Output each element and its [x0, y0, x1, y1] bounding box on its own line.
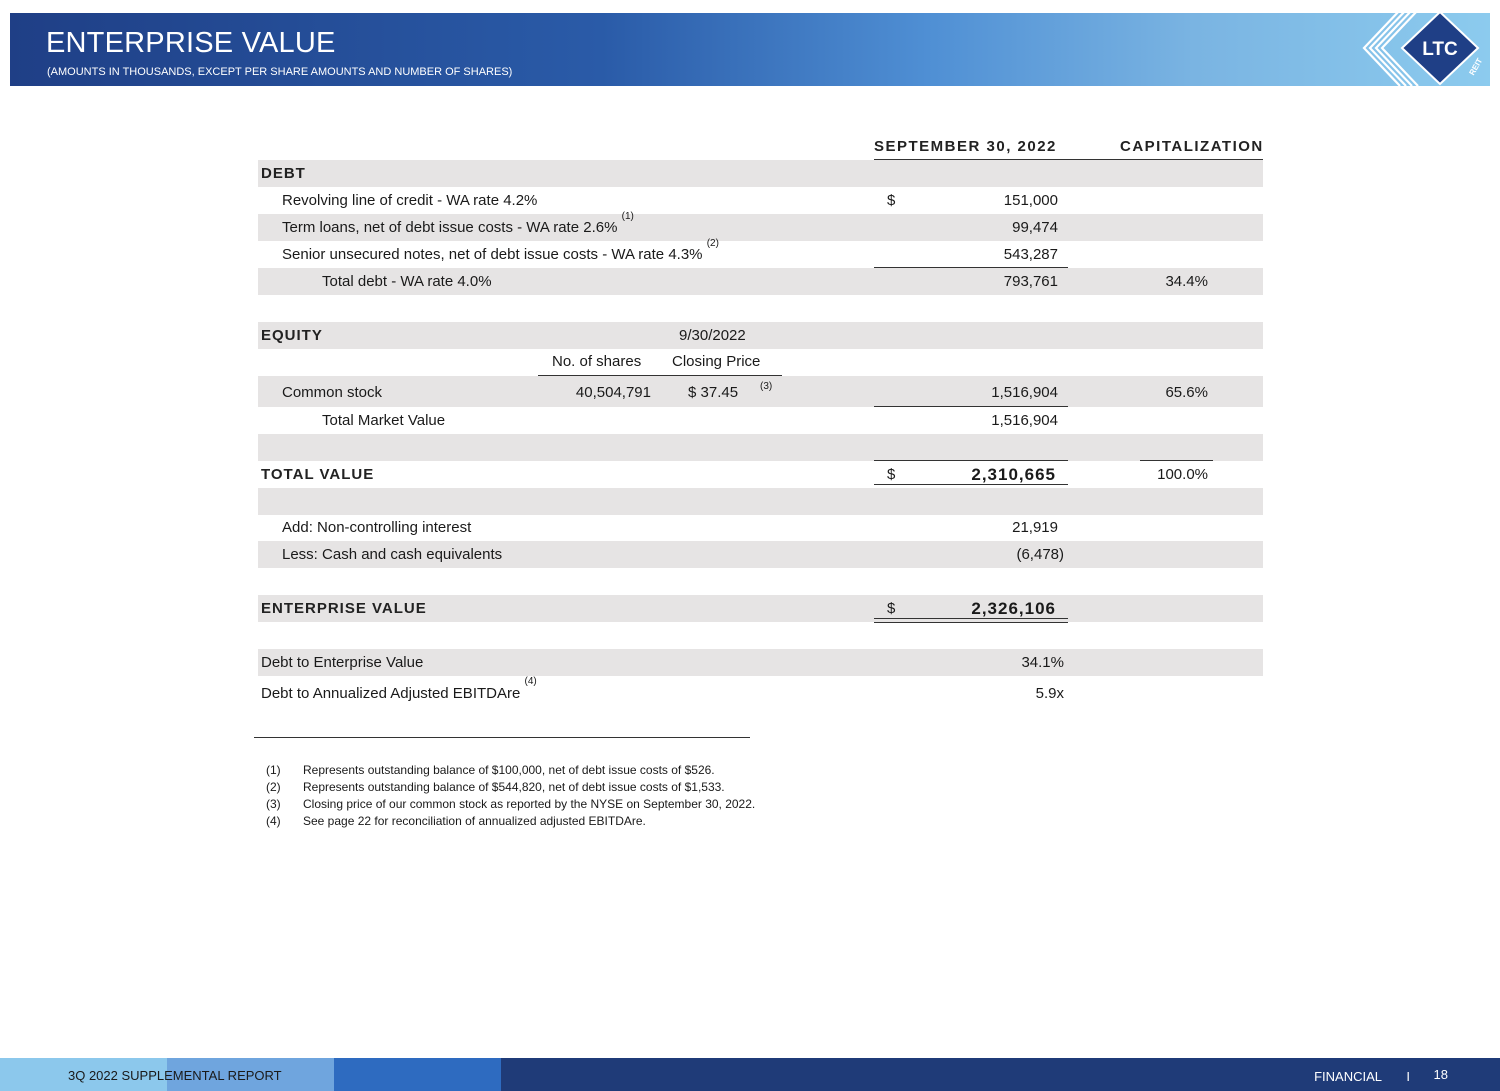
row-amount: 1,516,904: [991, 384, 1058, 401]
row-label: Less: Cash and cash equivalents: [282, 546, 503, 563]
equity-date: 9/30/2022: [679, 327, 746, 344]
row-label: TOTAL VALUE: [261, 466, 375, 483]
row-amount: 21,919: [1012, 519, 1058, 536]
row-label: Add: Non-controlling interest: [282, 519, 472, 536]
dollar-sign: $: [887, 600, 896, 617]
row-label: Total debt - WA rate 4.0%: [322, 273, 492, 290]
page-title: ENTERPRISE VALUE: [46, 27, 336, 59]
footnote-ref: (4): [524, 676, 537, 687]
logo-sub: REIT: [1467, 56, 1485, 77]
dollar-sign: $: [887, 466, 896, 483]
table-row-equity-heading: [258, 322, 1263, 349]
table-row-less-cash: [258, 541, 1263, 568]
ltc-reit-logo: [1360, 8, 1488, 88]
table-row-common-stock: [258, 376, 1263, 407]
row-capitalization: 100.0%: [1157, 466, 1208, 483]
table-row-term-loans: [258, 211, 1263, 241]
table-row-total-market-value: [258, 407, 1263, 434]
footnote-ref: (1): [621, 211, 634, 222]
header-banner: [10, 13, 1490, 86]
row-label: ENTERPRISE VALUE: [261, 600, 427, 617]
row-amount: (6,478): [1016, 546, 1064, 563]
table-row-debt-to-ev: [258, 649, 1263, 676]
row-amount: 793,761: [1003, 273, 1058, 290]
footnote-ref: (3): [760, 381, 773, 392]
table-row-debt-heading: [258, 160, 1263, 187]
table-row-equity-columns: [258, 348, 1263, 375]
table-row-spacer: [258, 488, 1263, 515]
row-price: $ 37.45: [688, 384, 739, 401]
table-row-add-nci: [258, 514, 1263, 541]
row-label: Debt to Enterprise Value: [261, 654, 424, 671]
ev-double-rule: [874, 618, 1068, 623]
footnote-rule: [254, 737, 750, 738]
section-heading-equity: EQUITY: [261, 327, 323, 344]
row-capitalization: 65.6%: [1165, 384, 1208, 401]
footer-separator: I: [1406, 1069, 1410, 1084]
section-heading-debt: DEBT: [261, 165, 306, 182]
table-row-enterprise-value: [258, 595, 1263, 622]
row-label: Common stock: [282, 384, 383, 401]
row-amount: 2,310,665: [971, 465, 1056, 484]
col-no-of-shares: No. of shares: [552, 353, 642, 370]
row-shares: 40,504,791: [575, 384, 651, 401]
column-header-capitalization: CAPITALIZATION: [1120, 138, 1264, 155]
row-amount: 151,000: [1003, 192, 1058, 209]
table-row-revolving: [258, 187, 1263, 214]
row-label: Revolving line of credit - WA rate 4.2%: [282, 192, 538, 209]
row-value: 34.1%: [1021, 654, 1064, 671]
table-row-debt-to-ebitda: [258, 676, 1263, 709]
row-label: Term loans, net of debt issue costs - WA rate 2.6% $^{(1)}$: [282, 211, 634, 236]
logo-text: LTC: [1422, 39, 1458, 60]
row-label: Debt to Annualized Adjusted EBITDAre $^{(4)}$: [261, 676, 537, 702]
footer-section: FINANCIAL: [1314, 1069, 1382, 1084]
row-capitalization: 34.4%: [1165, 273, 1208, 290]
row-label: Senior unsecured notes, net of debt issue costs - WA rate 4.3% $^{(2)}$: [282, 238, 719, 263]
row-label: Total Market Value: [322, 412, 446, 429]
dollar-sign: $: [887, 192, 896, 209]
table-row-senior-notes: [258, 238, 1263, 268]
footer-bar: [0, 1058, 1500, 1091]
col-closing-price: Closing Price: [672, 353, 761, 370]
table-row-total-value: [258, 461, 1263, 488]
page-number: 18: [1433, 1067, 1448, 1082]
row-amount: 2,326,106: [971, 599, 1056, 618]
table-row-total-debt: [258, 268, 1263, 295]
row-amount: 99,474: [1012, 219, 1058, 236]
table-row-spacer: [258, 434, 1263, 461]
page-subtitle: (AMOUNTS IN THOUSANDS, EXCEPT PER SHARE AMOUNTS AND NUMBER OF SHARES): [47, 66, 513, 78]
footnote-ref: (2): [706, 238, 719, 249]
row-value: 5.9x: [1035, 685, 1064, 702]
row-amount: 1,516,904: [991, 412, 1058, 429]
column-header-date: SEPTEMBER 30, 2022: [874, 138, 1057, 155]
row-amount: 543,287: [1003, 246, 1058, 263]
footer-report-name: 3Q 2022 SUPPLEMENTAL REPORT: [68, 1068, 282, 1083]
